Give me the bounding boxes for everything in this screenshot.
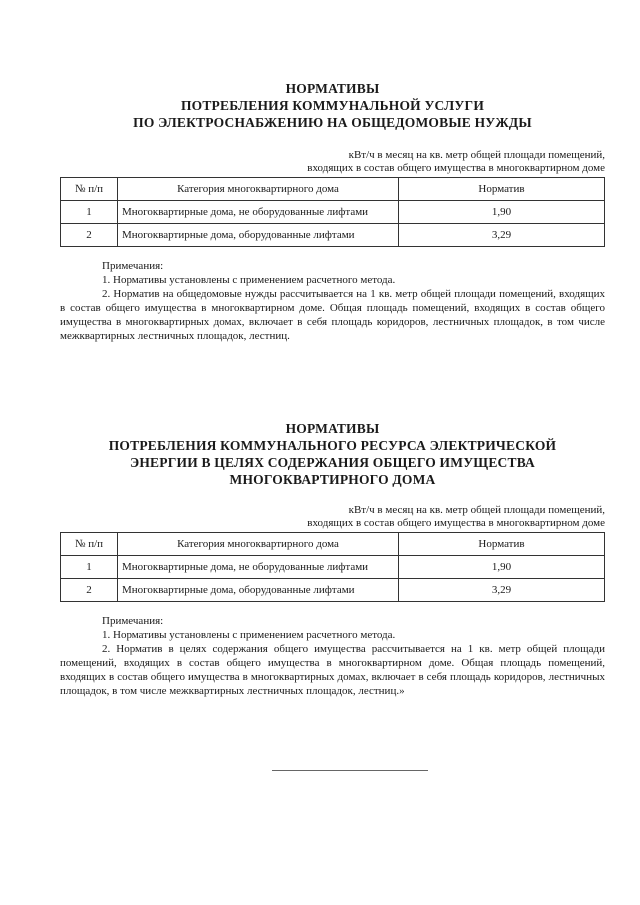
title-line: ПОТРЕБЛЕНИЯ КОММУНАЛЬНОГО РЕСУРСА ЭЛЕКТРИЧЕСКОЙ xyxy=(108,438,557,453)
title-line: НОРМАТИВЫ xyxy=(285,421,380,436)
norms-table xyxy=(60,532,605,602)
table-row xyxy=(61,224,605,247)
cell-category: Многоквартирные дома, не оборудованные лифтами xyxy=(118,556,399,579)
units-note xyxy=(60,504,605,530)
notes xyxy=(60,614,605,698)
table-row xyxy=(61,556,605,579)
units-line: кВт/ч в месяц на кв. метр общей площади помещений, xyxy=(348,149,605,161)
notes xyxy=(60,259,605,343)
note-item: 1. Нормативы установлены с применением расчетного метода. xyxy=(102,274,396,286)
title-line: ПО ЭЛЕКТРОСНАБЖЕНИЮ НА ОБЩЕДОМОВЫЕ НУЖДЫ xyxy=(133,115,532,130)
cell-norm: 1,90 xyxy=(399,556,605,579)
cell-number: 1 xyxy=(61,556,118,579)
units-line: кВт/ч в месяц на кв. метр общей площади помещений, xyxy=(348,504,605,516)
note-item: 2. Норматив в целях содержания общего имущества рассчитывается на 1 кв. метр общей площади помещений, входящих в состав общего имущества в многоквартирном доме. Общая площадь помещений, входящих в состав общего имущества в многоквартирных домах, включает в себя площадь коридоров, лестничных площадок, в том числе межквартирных лестничных площадок, лестниц.» xyxy=(60,643,605,697)
cell-number: 2 xyxy=(61,224,118,247)
table-row xyxy=(61,201,605,224)
units-line: входящих в состав общего имущества в многоквартирном доме xyxy=(307,162,605,174)
table-header-row xyxy=(61,533,605,556)
title-line: ЭНЕРГИИ В ЦЕЛЯХ СОДЕРЖАНИЯ ОБЩЕГО ИМУЩЕСТВА xyxy=(130,455,535,470)
header-category: Категория многоквартирного дома xyxy=(118,178,399,201)
cell-number: 2 xyxy=(61,579,118,602)
header-category: Категория многоквартирного дома xyxy=(118,533,399,556)
cell-norm: 1,90 xyxy=(399,201,605,224)
norms-table xyxy=(60,177,605,247)
closing-rule xyxy=(272,770,428,771)
cell-norm: 3,29 xyxy=(399,224,605,247)
table-header-row xyxy=(61,178,605,201)
cell-category: Многоквартирные дома, не оборудованные лифтами xyxy=(118,201,399,224)
cell-norm: 3,29 xyxy=(399,579,605,602)
header-norm: Норматив xyxy=(399,178,605,201)
header-number: № п/п xyxy=(61,533,118,556)
note-item: 2. Норматив на общедомовые нужды рассчитывается на 1 кв. метр общей площади помещений, входящих в состав общего имущества в многоквартирном доме. Общая площадь помещений, входящих в состав общего имущества в многоквартирных домах, включает в себя площадь коридоров, лестничных площадок, в том числе межквартирных лестничных площадок, лестниц. xyxy=(60,288,605,342)
title-line: ПОТРЕБЛЕНИЯ КОММУНАЛЬНОЙ УСЛУГИ xyxy=(180,98,485,113)
section-electricity-common-needs xyxy=(60,80,605,343)
header-norm: Норматив xyxy=(399,533,605,556)
notes-heading: Примечания: xyxy=(102,615,164,627)
header-number: № п/п xyxy=(61,178,118,201)
title-line: МНОГОКВАРТИРНОГО ДОМА xyxy=(229,472,436,487)
cell-category: Многоквартирные дома, оборудованные лифтами xyxy=(118,224,399,247)
note-item: 1. Нормативы установлены с применением расчетного метода. xyxy=(102,629,396,641)
units-note xyxy=(60,149,605,175)
title-line: НОРМАТИВЫ xyxy=(285,81,380,96)
cell-number: 1 xyxy=(61,201,118,224)
table-row xyxy=(61,579,605,602)
section-title xyxy=(60,80,605,131)
units-line: входящих в состав общего имущества в многоквартирном доме xyxy=(307,517,605,529)
section-title xyxy=(60,420,605,488)
cell-category: Многоквартирные дома, оборудованные лифтами xyxy=(118,579,399,602)
notes-heading: Примечания: xyxy=(102,260,164,272)
section-electric-energy-resource xyxy=(60,420,605,698)
